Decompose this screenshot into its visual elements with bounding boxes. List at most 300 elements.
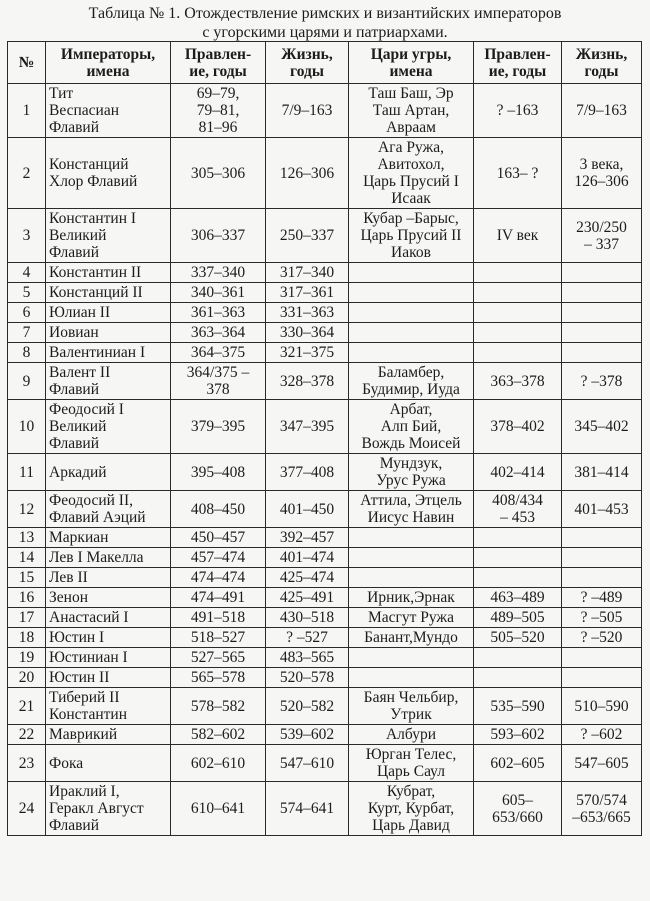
- emperor-name: Флавий Аэций: [49, 509, 146, 526]
- king-reign: IV век: [496, 227, 539, 244]
- king-life-cell: [562, 454, 642, 491]
- emperor-life: 330–364: [279, 324, 335, 341]
- emperor-life-cell: [266, 745, 349, 782]
- emperor-life: 377–408: [279, 463, 335, 481]
- king-reign: 605–: [502, 791, 533, 809]
- header-text: Правлен-: [484, 45, 551, 63]
- emperor-name-cell: [46, 454, 171, 491]
- emperor-reign-cell: [171, 568, 266, 588]
- emperor-name-cell: [46, 668, 171, 688]
- king-name: Утрик: [390, 706, 432, 723]
- emperor-name-cell: [46, 303, 171, 323]
- emperor-reign-cell: [171, 668, 266, 688]
- emperor-name-cell: [46, 343, 171, 363]
- header-life-2: [562, 42, 642, 84]
- king-life-cell: [562, 343, 642, 363]
- king-life-cell: [562, 668, 642, 688]
- king-name: Таш Артан,: [372, 102, 450, 119]
- header-reign-2: [474, 42, 562, 84]
- row-number-cell: 3: [8, 209, 46, 263]
- emperor-name: Лев I Макелла: [49, 549, 144, 566]
- king-life: 401–453: [574, 500, 629, 518]
- caption-line-2: с угорскими царями и патриархами.: [202, 24, 448, 41]
- king-name-cell: [349, 283, 474, 303]
- king-name-cell: [349, 548, 474, 568]
- king-reign-cell: [474, 648, 562, 668]
- row-number-cell: 17: [8, 608, 46, 628]
- king-name: Кубар –Барыс,: [363, 210, 459, 227]
- king-name-cell: [349, 138, 474, 209]
- king-life-cell: [562, 725, 642, 745]
- emperor-name: Константин: [49, 706, 127, 723]
- emperor-life: 574–641: [279, 800, 335, 817]
- emperor-reign: 363–364: [190, 324, 246, 341]
- emperor-name-cell: [46, 782, 171, 836]
- header-text: Жизнь,: [281, 45, 333, 63]
- emperor-name-cell: [46, 608, 171, 628]
- emperor-life: 331–363: [279, 304, 335, 321]
- king-reign: 593–602: [490, 726, 545, 743]
- king-life-cell: [562, 648, 642, 668]
- emperor-life: 328–378: [279, 372, 335, 390]
- king-name: Масгут Ружа: [367, 609, 455, 626]
- king-name-cell: [349, 323, 474, 343]
- table-row: [8, 209, 642, 263]
- king-reign: ? –163: [496, 102, 539, 119]
- king-name: Ирник,Эрнак: [367, 589, 455, 606]
- row-number-cell: 15: [8, 568, 46, 588]
- table-row: [8, 745, 642, 782]
- row-number-cell: 22: [8, 725, 46, 745]
- emperor-life: 520–578: [279, 669, 335, 686]
- emperor-life: 430–518: [279, 609, 335, 626]
- emperor-name: Хлор Флавий: [49, 173, 138, 190]
- emperor-reign-cell: [171, 628, 266, 648]
- king-life: ? –378: [580, 372, 623, 390]
- table-row: [8, 303, 642, 323]
- king-reign-cell: [474, 528, 562, 548]
- king-name: Иаков: [391, 244, 431, 261]
- emperor-life-cell: [266, 400, 349, 454]
- king-name: Иисус Навин: [367, 509, 455, 526]
- king-reign: 163– ?: [496, 164, 539, 182]
- emperor-life: 317–340: [279, 264, 335, 281]
- emperor-life-cell: [266, 688, 349, 725]
- king-life-cell: [562, 608, 642, 628]
- king-name: Авраам: [386, 119, 436, 136]
- king-life-cell: [562, 688, 642, 725]
- row-number-cell: 12: [8, 491, 46, 528]
- row-number-cell: 13: [8, 528, 46, 548]
- king-life: 3 века,: [579, 156, 624, 173]
- emperor-name: Юстин I: [49, 629, 105, 646]
- king-reign-cell: [474, 548, 562, 568]
- emperor-life-cell: [266, 454, 349, 491]
- header-text: имена: [389, 62, 433, 80]
- table-row: [8, 263, 642, 283]
- emperor-life-cell: [266, 491, 349, 528]
- emperor-reign-cell: [171, 528, 266, 548]
- emperor-name: Геракл Август: [49, 800, 144, 817]
- king-life-cell: [562, 588, 642, 608]
- king-reign-cell: [474, 323, 562, 343]
- row-number-cell: 18: [8, 628, 46, 648]
- header-kings: [349, 42, 474, 84]
- row-number-cell: 9: [8, 363, 46, 400]
- king-name: Баян Чельбир,: [363, 689, 459, 706]
- emperor-reign-cell: [171, 363, 266, 400]
- emperor-name-cell: [46, 263, 171, 283]
- king-name: Баламбер,: [377, 364, 445, 381]
- emperor-life: 401–474: [279, 549, 335, 566]
- emperor-life: 347–395: [279, 418, 335, 435]
- king-name-cell: [349, 782, 474, 836]
- emperor-life: ? –527: [286, 629, 328, 646]
- emperor-reign: 408–450: [190, 500, 246, 518]
- row-number-cell: 19: [8, 648, 46, 668]
- header-text: годы: [584, 62, 619, 80]
- table-row: [8, 400, 642, 454]
- king-life-cell: [562, 548, 642, 568]
- emperor-reign: 69–79,: [196, 85, 240, 102]
- table-row: [8, 688, 642, 725]
- king-name: Царь Прусий II: [360, 227, 462, 244]
- header-num: №: [8, 42, 46, 84]
- emperor-name: Валент II: [49, 364, 111, 381]
- row-number-cell: 11: [8, 454, 46, 491]
- emperor-reign-cell: [171, 303, 266, 323]
- king-name: Юрган Телес,: [365, 746, 457, 763]
- emperor-life: 547–610: [279, 754, 335, 772]
- emperor-life-cell: [266, 648, 349, 668]
- king-life: 230/250: [576, 218, 627, 236]
- emperor-name: Лев II: [49, 569, 88, 586]
- emperor-name: Маркиан: [49, 529, 109, 546]
- emperor-name-cell: [46, 568, 171, 588]
- king-life-cell: [562, 323, 642, 343]
- king-reign-cell: [474, 138, 562, 209]
- king-reign: 602–605: [490, 754, 545, 772]
- king-name: Кубрат,: [386, 783, 436, 800]
- king-life-cell: [562, 84, 642, 138]
- table-row: [8, 725, 642, 745]
- emperor-name-cell: [46, 363, 171, 400]
- emperor-name-cell: [46, 283, 171, 303]
- emperor-name: Константин II: [49, 264, 142, 281]
- emperor-name: Ираклий I,: [49, 783, 120, 800]
- king-life-cell: [562, 138, 642, 209]
- emperor-life-cell: [266, 303, 349, 323]
- king-name: Албури: [385, 726, 437, 743]
- emperor-life-cell: [266, 138, 349, 209]
- king-name: Ага Ружа,: [378, 139, 444, 156]
- king-name: Царь Прусий I: [363, 173, 459, 190]
- emperor-reign-cell: [171, 745, 266, 782]
- king-life: 547–605: [574, 754, 629, 772]
- king-name-cell: [349, 588, 474, 608]
- table-header-row: [8, 42, 642, 84]
- king-life: 7/9–163: [576, 102, 627, 119]
- emperor-name: Флавий: [49, 244, 99, 261]
- emperor-reign: 610–641: [190, 800, 246, 817]
- emperor-life-cell: [266, 782, 349, 836]
- emperor-life: 401–450: [279, 500, 335, 518]
- emperor-reign: 578–582: [190, 697, 246, 715]
- king-name: Вождь Моисей: [361, 435, 461, 452]
- emperor-reign-cell: [171, 263, 266, 283]
- king-life-cell: [562, 209, 642, 263]
- king-name-cell: [349, 303, 474, 323]
- emperor-name: Юстин II: [49, 669, 110, 686]
- emperor-life-cell: [266, 283, 349, 303]
- king-reign: 653/660: [492, 808, 543, 826]
- emperor-reign: 582–602: [190, 726, 246, 743]
- king-life: 510–590: [574, 697, 629, 715]
- king-life: ? –489: [580, 589, 623, 606]
- emperor-reign: 474–474: [190, 569, 246, 586]
- emperor-life-cell: [266, 548, 349, 568]
- king-life-cell: [562, 400, 642, 454]
- king-name-cell: [349, 608, 474, 628]
- emperor-life-cell: [266, 725, 349, 745]
- emperor-reign-cell: [171, 283, 266, 303]
- king-name: Царь Давид: [372, 817, 450, 834]
- emperor-name: Великий: [49, 418, 107, 435]
- king-name-cell: [349, 668, 474, 688]
- king-reign-cell: [474, 568, 562, 588]
- emperor-reign-cell: [171, 548, 266, 568]
- emperor-name: Маврикий: [49, 726, 118, 743]
- emperor-name-cell: [46, 400, 171, 454]
- table-row: [8, 528, 642, 548]
- king-name-cell: [349, 209, 474, 263]
- king-life-cell: [562, 528, 642, 548]
- king-reign: 402–414: [490, 463, 545, 481]
- emperor-reign: 81–96: [198, 119, 238, 136]
- emperor-name: Флавий: [49, 381, 99, 398]
- table-row: [8, 283, 642, 303]
- emperor-reign-cell: [171, 725, 266, 745]
- emperor-reign: 364–375: [190, 344, 246, 361]
- emperor-life-cell: [266, 343, 349, 363]
- emperor-reign: 305–306: [190, 164, 246, 182]
- row-number-cell: 5: [8, 283, 46, 303]
- emperor-life: 7/9–163: [281, 102, 333, 119]
- table-row: [8, 568, 642, 588]
- king-name-cell: [349, 628, 474, 648]
- emperor-reign-cell: [171, 209, 266, 263]
- king-name: Арбат,: [389, 401, 433, 418]
- king-life-cell: [562, 263, 642, 283]
- emperor-reign: 395–408: [190, 463, 246, 481]
- king-reign: 489–505: [490, 609, 545, 626]
- row-number-cell: 8: [8, 343, 46, 363]
- emperor-reign-cell: [171, 343, 266, 363]
- emperor-reign: 337–340: [190, 264, 246, 281]
- emperor-life: 392–457: [279, 529, 335, 546]
- king-reign: – 453: [500, 509, 535, 526]
- emperor-reign: 450–457: [190, 529, 246, 546]
- emperor-name: Константин I: [49, 210, 137, 227]
- king-life-cell: [562, 363, 642, 400]
- emperor-life-cell: [266, 84, 349, 138]
- row-number-cell: 6: [8, 303, 46, 323]
- king-reign-cell: [474, 263, 562, 283]
- king-reign: 505–520: [490, 629, 545, 646]
- king-reign-cell: [474, 668, 562, 688]
- table-row: [8, 454, 642, 491]
- king-life: ? –520: [580, 629, 623, 646]
- header-text: ие, годы: [488, 62, 547, 80]
- emperor-life-cell: [266, 608, 349, 628]
- king-reign-cell: [474, 782, 562, 836]
- emperor-reign: 565–578: [190, 669, 246, 686]
- king-name-cell: [349, 725, 474, 745]
- emperor-name: Флавий: [49, 119, 99, 136]
- table-row: [8, 548, 642, 568]
- header-text: годы: [290, 62, 324, 80]
- emperor-reign: 364/375 –: [186, 364, 250, 381]
- emperor-name-cell: [46, 725, 171, 745]
- emperor-name-cell: [46, 648, 171, 668]
- emperors-table: [7, 41, 642, 836]
- king-reign-cell: [474, 343, 562, 363]
- header-text: ие, годы: [189, 62, 247, 80]
- emperor-name-cell: [46, 323, 171, 343]
- king-life-cell: [562, 745, 642, 782]
- emperor-life: 539–602: [279, 726, 335, 743]
- emperor-reign: 361–363: [190, 304, 246, 321]
- emperor-reign-cell: [171, 138, 266, 209]
- row-number-cell: 24: [8, 782, 46, 836]
- king-reign: 378–402: [490, 418, 545, 435]
- emperor-reign-cell: [171, 608, 266, 628]
- emperor-reign: 378: [206, 381, 230, 398]
- king-name: Алп Бий,: [380, 418, 442, 435]
- emperor-name: Аркадий: [49, 463, 107, 481]
- emperor-reign: 306–337: [190, 227, 246, 244]
- row-number-cell: 1: [8, 84, 46, 138]
- king-name-cell: [349, 745, 474, 782]
- king-name-cell: [349, 688, 474, 725]
- emperor-name: Веспасиан: [49, 102, 120, 119]
- table-caption: [0, 4, 650, 42]
- header-emperors: [46, 42, 171, 84]
- king-reign-cell: [474, 283, 562, 303]
- emperor-reign-cell: [171, 323, 266, 343]
- emperor-life-cell: [266, 668, 349, 688]
- king-life-cell: [562, 283, 642, 303]
- king-reign: 408/434: [492, 492, 543, 509]
- king-name: Авитохол,: [377, 156, 445, 173]
- king-reign: 463–489: [490, 589, 545, 606]
- king-reign-cell: [474, 491, 562, 528]
- emperor-reign: 379–395: [190, 418, 246, 435]
- header-text: Правлен-: [184, 45, 252, 63]
- king-life: 570/574: [576, 791, 627, 809]
- emperor-name: Юстиниан I: [49, 649, 128, 666]
- row-number-cell: 23: [8, 745, 46, 782]
- king-name-cell: [349, 454, 474, 491]
- emperor-life: 250–337: [279, 227, 335, 244]
- king-name-cell: [349, 343, 474, 363]
- king-name-cell: [349, 568, 474, 588]
- header-text: Цари угры,: [370, 45, 452, 63]
- emperor-reign: 474–491: [190, 589, 246, 606]
- king-name-cell: [349, 648, 474, 668]
- king-life: ? –505: [580, 609, 623, 626]
- king-name-cell: [349, 363, 474, 400]
- emperor-name-cell: [46, 628, 171, 648]
- table-row: [8, 363, 642, 400]
- emperor-reign-cell: [171, 400, 266, 454]
- emperor-reign: 79–81,: [196, 102, 240, 119]
- emperor-reign-cell: [171, 588, 266, 608]
- emperor-reign: 457–474: [190, 549, 246, 566]
- king-life-cell: [562, 782, 642, 836]
- king-name: Царь Саул: [376, 763, 445, 780]
- emperor-reign-cell: [171, 84, 266, 138]
- table-body: [8, 84, 642, 836]
- emperor-name: Флавий: [49, 435, 99, 452]
- emperor-name-cell: [46, 688, 171, 725]
- row-number-cell: 7: [8, 323, 46, 343]
- table-row: [8, 491, 642, 528]
- king-life: 126–306: [574, 173, 629, 190]
- emperor-life: 483–565: [279, 649, 335, 666]
- king-reign: 535–590: [490, 697, 545, 715]
- king-reign-cell: [474, 84, 562, 138]
- king-reign-cell: [474, 588, 562, 608]
- emperor-name: Юлиан II: [49, 304, 111, 321]
- king-life-cell: [562, 491, 642, 528]
- row-number-cell: 20: [8, 668, 46, 688]
- emperor-reign: 518–527: [190, 629, 246, 646]
- king-life-cell: [562, 568, 642, 588]
- king-name-cell: [349, 491, 474, 528]
- emperor-name: Зенон: [49, 589, 88, 606]
- king-life: –653/665: [572, 808, 631, 826]
- emperor-reign-cell: [171, 491, 266, 528]
- emperor-name-cell: [46, 588, 171, 608]
- table-row: [8, 138, 642, 209]
- table-row: [8, 608, 642, 628]
- table-row: [8, 343, 642, 363]
- table-row: [8, 588, 642, 608]
- row-number-cell: 10: [8, 400, 46, 454]
- emperor-life: 520–582: [279, 697, 335, 715]
- emperor-life-cell: [266, 528, 349, 548]
- king-reign-cell: [474, 608, 562, 628]
- table-row: [8, 648, 642, 668]
- emperor-life-cell: [266, 209, 349, 263]
- emperor-reign-cell: [171, 454, 266, 491]
- emperor-life-cell: [266, 263, 349, 283]
- emperor-reign: 491–518: [190, 609, 246, 626]
- header-text: имена: [86, 62, 130, 80]
- king-life: – 337: [584, 235, 619, 253]
- emperor-name: Тиберий II: [49, 689, 120, 706]
- emperor-life-cell: [266, 323, 349, 343]
- emperor-life-cell: [266, 568, 349, 588]
- caption-line-1: Таблица № 1. Отождествление римских и византийских императоров: [88, 5, 562, 22]
- emperor-life: 425–491: [279, 589, 335, 606]
- emperor-reign: 340–361: [190, 284, 246, 301]
- emperor-life: 425–474: [279, 569, 335, 586]
- emperor-name-cell: [46, 209, 171, 263]
- king-name: Курт, Курбат,: [367, 800, 455, 817]
- emperor-name-cell: [46, 491, 171, 528]
